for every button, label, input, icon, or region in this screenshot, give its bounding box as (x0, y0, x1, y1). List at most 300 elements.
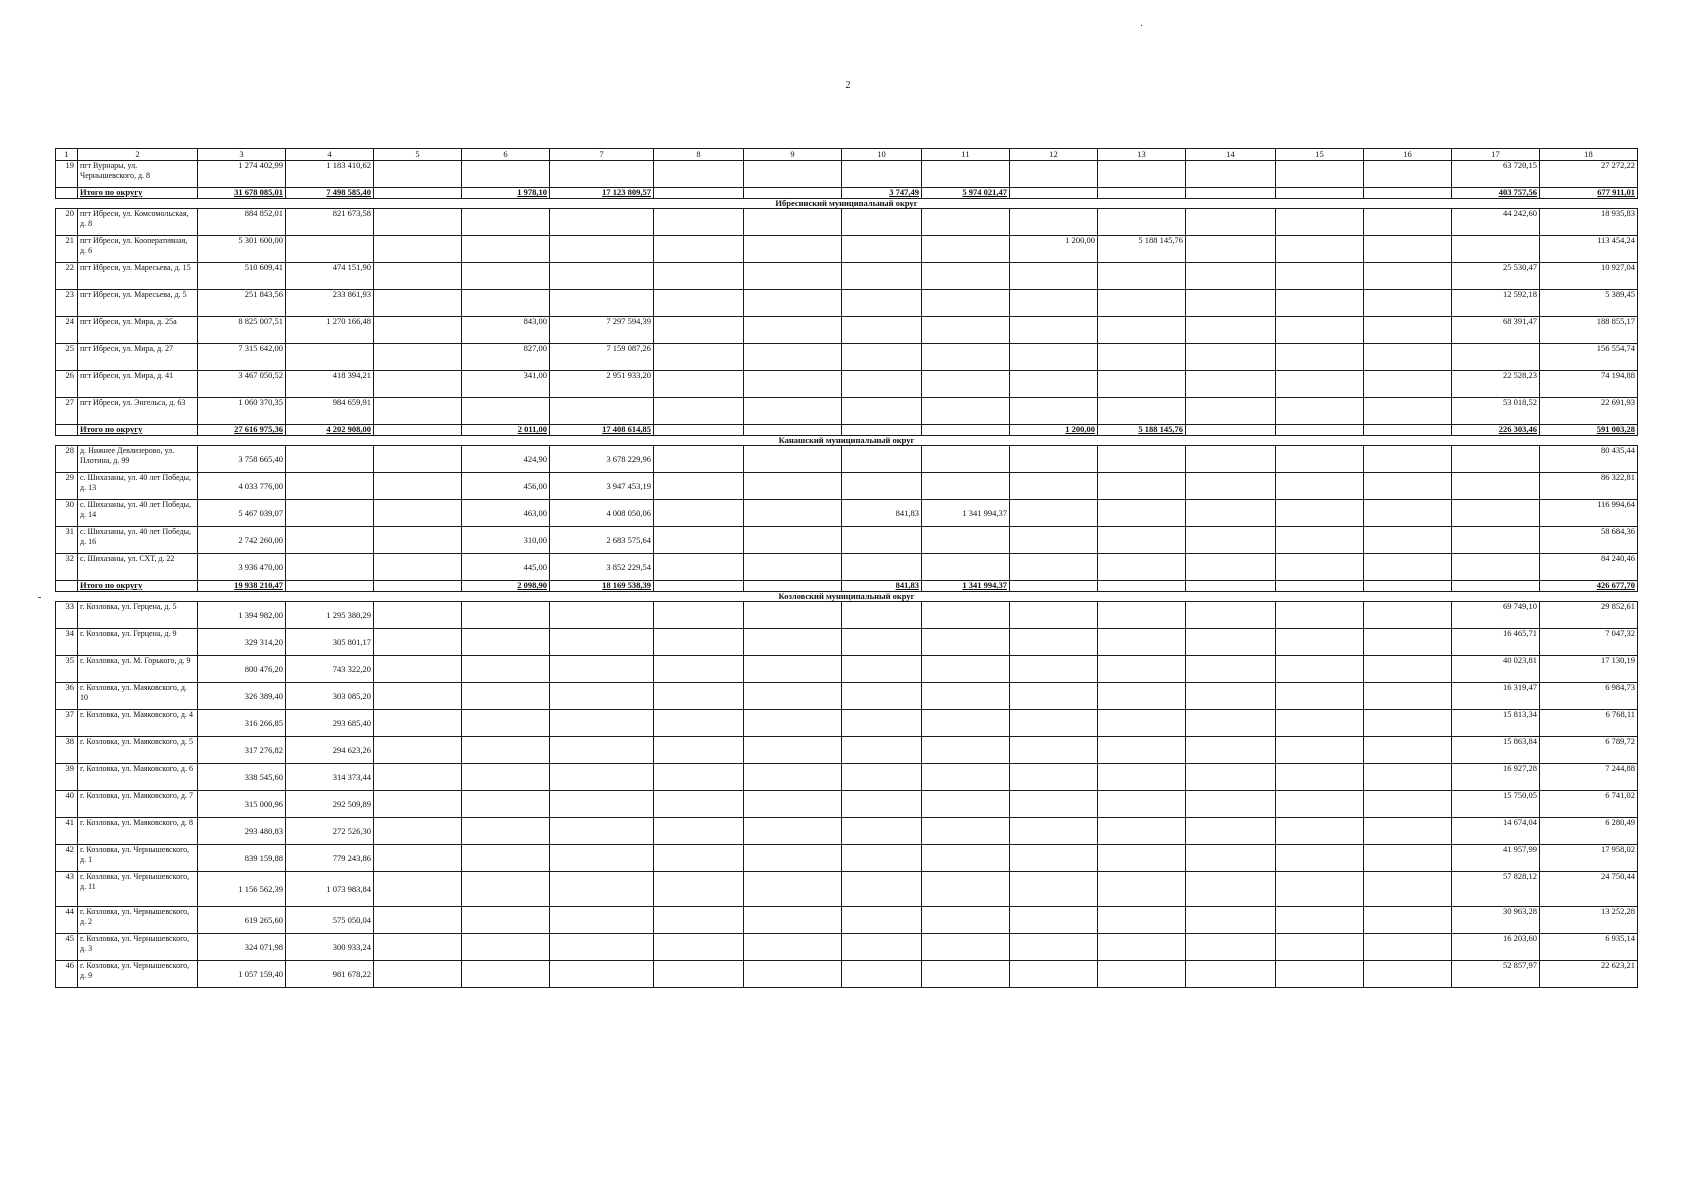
cell-c12 (1010, 629, 1098, 656)
cell-c9 (744, 845, 842, 872)
row-number: 42 (56, 845, 78, 872)
cell-c7: 2 683 575,64 (550, 527, 654, 554)
cell-c3: 7 315 642,00 (198, 344, 286, 371)
cell-c11 (922, 398, 1010, 425)
row-number: 45 (56, 934, 78, 961)
cell-c10 (842, 344, 922, 371)
row-address: г. Козловка, ул. Маяковского, д. 7 (78, 791, 198, 818)
cell-c6 (462, 161, 550, 188)
cell-c11 (922, 344, 1010, 371)
cell-c15 (1276, 872, 1364, 907)
cell-c16 (1364, 934, 1452, 961)
cell-c13 (1098, 872, 1186, 907)
table-row (56, 263, 1638, 290)
cell-c11 (922, 764, 1010, 791)
cell-c13 (1098, 934, 1186, 961)
cell-c11 (922, 934, 1010, 961)
cell-c5 (374, 500, 462, 527)
cell-c15 (1276, 907, 1364, 934)
cell-c18: 5 389,45 (1540, 290, 1638, 317)
cell-c4 (286, 344, 374, 371)
cell-c16 (1364, 209, 1452, 236)
cell-c6: 445,00 (462, 554, 550, 581)
cell-c6 (462, 683, 550, 710)
cell-c11 (922, 554, 1010, 581)
cell-c15 (1276, 371, 1364, 398)
cell-c7 (550, 934, 654, 961)
cell-c7 (550, 236, 654, 263)
cell-c14 (1186, 818, 1276, 845)
total-row (56, 581, 1638, 592)
total-c7: 17 123 809,57 (550, 188, 654, 199)
row-number: 26 (56, 371, 78, 398)
total-c10 (842, 425, 922, 436)
cell-c6: 456,00 (462, 473, 550, 500)
cell-c3: 251 843,56 (198, 290, 286, 317)
cell-c6: 827,00 (462, 344, 550, 371)
cell-c9 (744, 209, 842, 236)
cell-c11 (922, 602, 1010, 629)
cell-c13 (1098, 317, 1186, 344)
cell-c3: 1 394 982,00 (198, 602, 286, 629)
total-c16 (1364, 581, 1452, 592)
cell-c10 (842, 961, 922, 988)
cell-c3: 3 936 470,00 (198, 554, 286, 581)
cell-c14 (1186, 344, 1276, 371)
cell-c11 (922, 263, 1010, 290)
cell-c14 (1186, 236, 1276, 263)
cell-c11 (922, 710, 1010, 737)
cell-c14 (1186, 371, 1276, 398)
cell-c7: 4 008 050,06 (550, 500, 654, 527)
cell-c14 (1186, 737, 1276, 764)
row-number: 41 (56, 818, 78, 845)
row-number: 44 (56, 907, 78, 934)
total-c13: 5 188 145,76 (1098, 425, 1186, 436)
row-address: г. Козловка, ул. Чернышевского, д. 2 (78, 907, 198, 934)
cell-c9 (744, 236, 842, 263)
table-row (56, 317, 1638, 344)
cell-c14 (1186, 263, 1276, 290)
cell-c10 (842, 764, 922, 791)
row-address: пгт Ибреси, ул. Энгельса, д. 63 (78, 398, 198, 425)
total-c8 (654, 581, 744, 592)
cell-c6 (462, 791, 550, 818)
table-row (56, 554, 1638, 581)
row-address: г. Козловка, ул. Маяковского, д. 10 (78, 683, 198, 710)
total-c8 (654, 425, 744, 436)
total-c14 (1186, 188, 1276, 199)
cell-c5 (374, 236, 462, 263)
cell-c4 (286, 527, 374, 554)
total-c9 (744, 188, 842, 199)
cell-c17 (1452, 527, 1540, 554)
cell-c6 (462, 263, 550, 290)
cell-c17: 16 319,47 (1452, 683, 1540, 710)
cell-c12 (1010, 845, 1098, 872)
cell-c15 (1276, 236, 1364, 263)
cell-c16 (1364, 290, 1452, 317)
cell-c4: 292 509,89 (286, 791, 374, 818)
total-c4 (286, 581, 374, 592)
cell-c8 (654, 961, 744, 988)
cell-c3: 1 060 370,35 (198, 398, 286, 425)
cell-c9 (744, 161, 842, 188)
cell-c11 (922, 872, 1010, 907)
cell-c5 (374, 737, 462, 764)
row-address: пгт Ибреси, ул. Мира, д. 41 (78, 371, 198, 398)
cell-c14 (1186, 500, 1276, 527)
total-spacer (56, 425, 78, 436)
row-address: г. Козловка, ул. Чернышевского, д. 9 (78, 961, 198, 988)
column-number: 6 (462, 149, 550, 161)
cell-c5 (374, 290, 462, 317)
cell-c5 (374, 473, 462, 500)
cell-c13 (1098, 473, 1186, 500)
cell-c5 (374, 446, 462, 473)
row-address: пгт Ибреси, ул. Маресьева, д. 5 (78, 290, 198, 317)
table-row (56, 683, 1638, 710)
cell-c18: 156 554,74 (1540, 344, 1638, 371)
cell-c18: 22 623,21 (1540, 961, 1638, 988)
cell-c3: 3 467 050,52 (198, 371, 286, 398)
cell-c8 (654, 446, 744, 473)
total-c11: 1 341 994,37 (922, 581, 1010, 592)
total-c4: 4 202 908,00 (286, 425, 374, 436)
row-number: 40 (56, 791, 78, 818)
column-number: 13 (1098, 149, 1186, 161)
cell-c8 (654, 907, 744, 934)
cell-c13 (1098, 602, 1186, 629)
cell-c6 (462, 398, 550, 425)
cell-c3: 293 480,83 (198, 818, 286, 845)
cell-c13: 5 188 145,76 (1098, 236, 1186, 263)
table-row (56, 236, 1638, 263)
scan-mark-left: - (38, 592, 42, 603)
cell-c18: 58 684,36 (1540, 527, 1638, 554)
total-c15 (1276, 581, 1364, 592)
total-c18: 426 677,70 (1540, 581, 1638, 592)
row-address: г. Козловка, ул. Герцена, д. 5 (78, 602, 198, 629)
row-address: г. Козловка, ул. Маяковского, д. 4 (78, 710, 198, 737)
cell-c12 (1010, 872, 1098, 907)
cell-c4: 984 659,91 (286, 398, 374, 425)
cell-c8 (654, 473, 744, 500)
row-number: 31 (56, 527, 78, 554)
cell-c9 (744, 907, 842, 934)
table-row (56, 473, 1638, 500)
cell-c11 (922, 629, 1010, 656)
table-row (56, 907, 1638, 934)
total-c18: 591 003,28 (1540, 425, 1638, 436)
cell-c10 (842, 602, 922, 629)
cell-c16 (1364, 371, 1452, 398)
cell-c8 (654, 209, 744, 236)
cell-c13 (1098, 527, 1186, 554)
table-row (56, 209, 1638, 236)
cell-c9 (744, 344, 842, 371)
table-row (56, 791, 1638, 818)
row-number: 28 (56, 446, 78, 473)
cell-c12 (1010, 398, 1098, 425)
cell-c17: 15 750,05 (1452, 791, 1540, 818)
cell-c15 (1276, 473, 1364, 500)
cell-c17 (1452, 236, 1540, 263)
cell-c17: 15 813,34 (1452, 710, 1540, 737)
cell-c17: 57 828,12 (1452, 872, 1540, 907)
cell-c8 (654, 344, 744, 371)
cell-c6: 843,00 (462, 317, 550, 344)
cell-c10 (842, 737, 922, 764)
row-number: 21 (56, 236, 78, 263)
row-address: г. Козловка, ул. Чернышевского, д. 3 (78, 934, 198, 961)
total-c4: 7 498 585,40 (286, 188, 374, 199)
cell-c4: 1 295 380,29 (286, 602, 374, 629)
cell-c7 (550, 764, 654, 791)
cell-c12 (1010, 737, 1098, 764)
cell-c13 (1098, 683, 1186, 710)
row-number: 35 (56, 656, 78, 683)
cell-c14 (1186, 656, 1276, 683)
cell-c7 (550, 161, 654, 188)
cell-c8 (654, 737, 744, 764)
cell-c3: 510 609,41 (198, 263, 286, 290)
cell-c4: 575 050,04 (286, 907, 374, 934)
cell-c11 (922, 161, 1010, 188)
cell-c3: 338 545,60 (198, 764, 286, 791)
cell-c4 (286, 554, 374, 581)
cell-c7 (550, 290, 654, 317)
cell-c18: 113 454,24 (1540, 236, 1638, 263)
cell-c17 (1452, 554, 1540, 581)
cell-c15 (1276, 290, 1364, 317)
table-row (56, 344, 1638, 371)
cell-c15 (1276, 317, 1364, 344)
cell-c6 (462, 737, 550, 764)
column-number: 17 (1452, 149, 1540, 161)
cell-c13 (1098, 791, 1186, 818)
cell-c5 (374, 872, 462, 907)
cell-c16 (1364, 527, 1452, 554)
cell-c18: 6 984,73 (1540, 683, 1638, 710)
cell-c8 (654, 656, 744, 683)
cell-c14 (1186, 934, 1276, 961)
cell-c4: 981 678,22 (286, 961, 374, 988)
cell-c17: 25 530,47 (1452, 263, 1540, 290)
cell-c5 (374, 791, 462, 818)
cell-c9 (744, 656, 842, 683)
cell-c6: 310,00 (462, 527, 550, 554)
row-number: 23 (56, 290, 78, 317)
cell-c12 (1010, 290, 1098, 317)
total-c7: 18 169 538,39 (550, 581, 654, 592)
total-c12: 1 200,00 (1010, 425, 1098, 436)
cell-c15 (1276, 934, 1364, 961)
cell-c16 (1364, 263, 1452, 290)
table-row (56, 961, 1638, 988)
cell-c14 (1186, 683, 1276, 710)
cell-c14 (1186, 398, 1276, 425)
cell-c11 (922, 845, 1010, 872)
cell-c15 (1276, 656, 1364, 683)
cell-c9 (744, 872, 842, 907)
row-number: 33 (56, 602, 78, 629)
cell-c9 (744, 764, 842, 791)
column-number-row (56, 149, 1638, 161)
row-address: с. Шихазаны, ул. 40 лет Победы, д. 14 (78, 500, 198, 527)
total-c3: 27 616 975,36 (198, 425, 286, 436)
cell-c10 (842, 872, 922, 907)
column-number: 16 (1364, 149, 1452, 161)
cell-c4: 305 801,17 (286, 629, 374, 656)
cell-c3: 5 301 600,00 (198, 236, 286, 263)
cell-c3: 5 467 039,07 (198, 500, 286, 527)
row-number: 37 (56, 710, 78, 737)
cell-c11 (922, 656, 1010, 683)
total-c17 (1452, 581, 1540, 592)
cell-c7 (550, 656, 654, 683)
cell-c8 (654, 371, 744, 398)
cell-c17: 12 592,18 (1452, 290, 1540, 317)
row-address: с. Шихазаны, ул. СХТ, д. 22 (78, 554, 198, 581)
cell-c13 (1098, 500, 1186, 527)
cell-c16 (1364, 961, 1452, 988)
cell-c13 (1098, 398, 1186, 425)
cell-c5 (374, 934, 462, 961)
cell-c13 (1098, 656, 1186, 683)
row-number: 32 (56, 554, 78, 581)
cell-c5 (374, 317, 462, 344)
table-row (56, 371, 1638, 398)
row-number: 24 (56, 317, 78, 344)
cell-c14 (1186, 845, 1276, 872)
row-address: г. Козловка, ул. Маяковского, д. 6 (78, 764, 198, 791)
row-address: пгт Ибреси, ул. Мира, д. 27 (78, 344, 198, 371)
cell-c16 (1364, 629, 1452, 656)
cell-c12 (1010, 473, 1098, 500)
cell-c9 (744, 934, 842, 961)
cell-c18: 10 927,04 (1540, 263, 1638, 290)
cell-c11 (922, 683, 1010, 710)
cell-c3: 317 276,82 (198, 737, 286, 764)
cell-c13 (1098, 371, 1186, 398)
cell-c12 (1010, 961, 1098, 988)
cell-c7: 3 852 229,54 (550, 554, 654, 581)
cell-c16 (1364, 317, 1452, 344)
column-number: 4 (286, 149, 374, 161)
cell-c10 (842, 398, 922, 425)
cell-c11 (922, 791, 1010, 818)
cell-c7 (550, 907, 654, 934)
cell-c9 (744, 317, 842, 344)
cell-c12 (1010, 818, 1098, 845)
cell-c16 (1364, 161, 1452, 188)
cell-c17: 15 863,84 (1452, 737, 1540, 764)
cell-c9 (744, 398, 842, 425)
column-number: 8 (654, 149, 744, 161)
column-number: 11 (922, 149, 1010, 161)
column-number: 7 (550, 149, 654, 161)
cell-c5 (374, 554, 462, 581)
row-number: 43 (56, 872, 78, 907)
cell-c15 (1276, 710, 1364, 737)
cell-c15 (1276, 263, 1364, 290)
cell-c8 (654, 500, 744, 527)
cell-c5 (374, 961, 462, 988)
cell-c18: 27 272,22 (1540, 161, 1638, 188)
cell-c17: 68 391,47 (1452, 317, 1540, 344)
cell-c9 (744, 290, 842, 317)
budget-table-container (55, 148, 1635, 988)
cell-c8 (654, 263, 744, 290)
cell-c17: 22 528,23 (1452, 371, 1540, 398)
cell-c13 (1098, 818, 1186, 845)
row-address: пгт Ибреси, ул. Мира, д. 25а (78, 317, 198, 344)
cell-c18: 116 994,64 (1540, 500, 1638, 527)
cell-c16 (1364, 398, 1452, 425)
cell-c8 (654, 764, 744, 791)
cell-c11 (922, 209, 1010, 236)
cell-c8 (654, 290, 744, 317)
cell-c10 (842, 791, 922, 818)
cell-c10 (842, 317, 922, 344)
cell-c12 (1010, 371, 1098, 398)
row-address: г. Козловка, ул. Маяковского, д. 8 (78, 818, 198, 845)
cell-c16 (1364, 344, 1452, 371)
cell-c13 (1098, 344, 1186, 371)
cell-c7 (550, 683, 654, 710)
cell-c17 (1452, 473, 1540, 500)
cell-c16 (1364, 683, 1452, 710)
cell-c17 (1452, 500, 1540, 527)
cell-c10 (842, 263, 922, 290)
cell-c18: 22 691,93 (1540, 398, 1638, 425)
cell-c6 (462, 236, 550, 263)
total-c3: 31 678 085,01 (198, 188, 286, 199)
section-header-row (56, 436, 1638, 446)
cell-c9 (744, 683, 842, 710)
cell-c12 (1010, 656, 1098, 683)
total-row (56, 188, 1638, 199)
row-address: г. Козловка, ул. Чернышевского, д. 11 (78, 872, 198, 907)
cell-c16 (1364, 446, 1452, 473)
cell-c3: 3 758 665,40 (198, 446, 286, 473)
cell-c11 (922, 961, 1010, 988)
cell-c6 (462, 656, 550, 683)
page-number: 2 (845, 80, 851, 91)
row-address: пгт Ибреси, ул. Кооперативная, д. 6 (78, 236, 198, 263)
cell-c16 (1364, 737, 1452, 764)
total-row (56, 425, 1638, 436)
total-c18: 677 911,01 (1540, 188, 1638, 199)
cell-c12 (1010, 317, 1098, 344)
cell-c3: 1 057 159,40 (198, 961, 286, 988)
cell-c17: 53 018,52 (1452, 398, 1540, 425)
cell-c17: 41 957,99 (1452, 845, 1540, 872)
cell-c6 (462, 764, 550, 791)
cell-c12 (1010, 500, 1098, 527)
cell-c18: 7 047,32 (1540, 629, 1638, 656)
row-address: г. Козловка, ул. Маяковского, д. 5 (78, 737, 198, 764)
column-number: 10 (842, 149, 922, 161)
cell-c8 (654, 872, 744, 907)
cell-c14 (1186, 710, 1276, 737)
row-address: пгт Ибреси, ул. Комсомольская, д. 8 (78, 209, 198, 236)
section-title: Козловский муниципальный округ (56, 592, 1638, 602)
cell-c13 (1098, 907, 1186, 934)
cell-c18: 17 130,19 (1540, 656, 1638, 683)
cell-c15 (1276, 398, 1364, 425)
